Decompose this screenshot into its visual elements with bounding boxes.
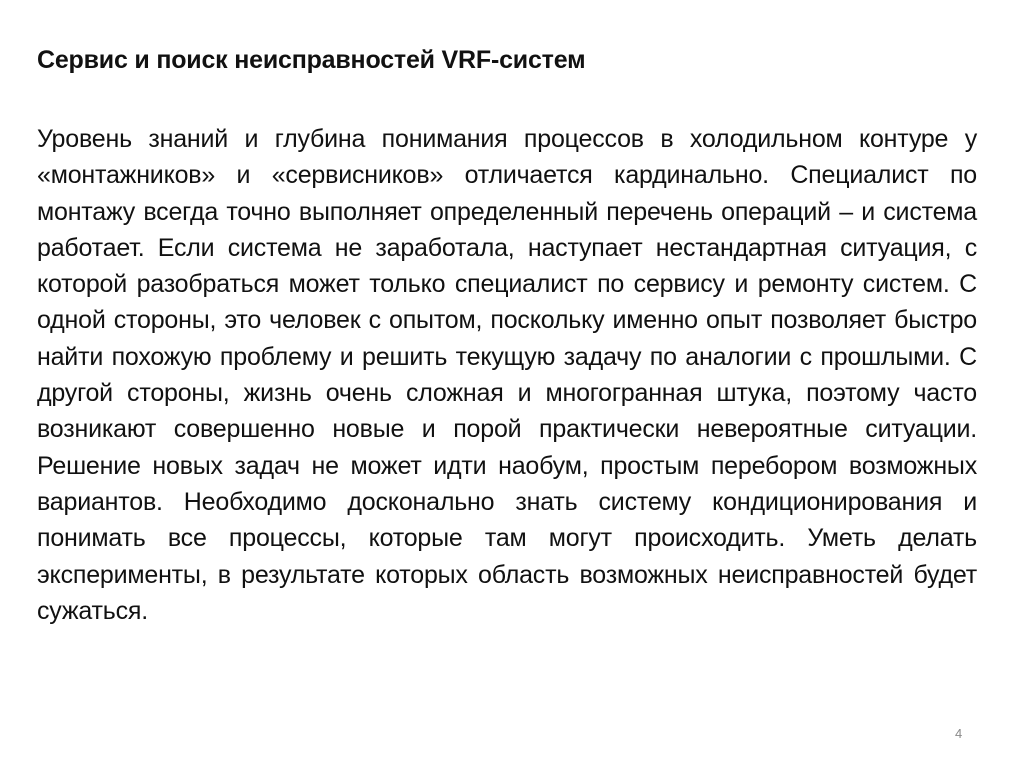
- slide-body-text: Уровень знаний и глубина понимания процессов в холодильном контуре у «монтажников» и «сервисников» отличается кардинально. Специалист по монтажу всегда точно выполняет определенный перечень операций – и система работает. Если система не заработала, наступает нестандартная ситуация, с которой разобраться может только специалист по сервису и ремонту систем. С одной стороны, это человек с опытом, поскольку именно опыт позволяет быстро найти похожую проблему и решить текущую задачу по аналогии с прошлыми. С другой стороны, жизнь очень сложная и многогранная штука, поэтому часто возникают совершенно новые и порой практически невероятные ситуации. Решение новых задач не может идти наобум, простым перебором возможных вариантов. Необходимо досконально знать систему кондиционирования и понимать все процессы, которые там могут происходить. Уметь делать эксперименты, в результате которых область возможных неисправностей будет сужаться.: [37, 125, 977, 625]
- page-number: 4: [955, 726, 963, 741]
- slide-title: Сервис и поиск неисправностей VRF-систем: [37, 46, 586, 74]
